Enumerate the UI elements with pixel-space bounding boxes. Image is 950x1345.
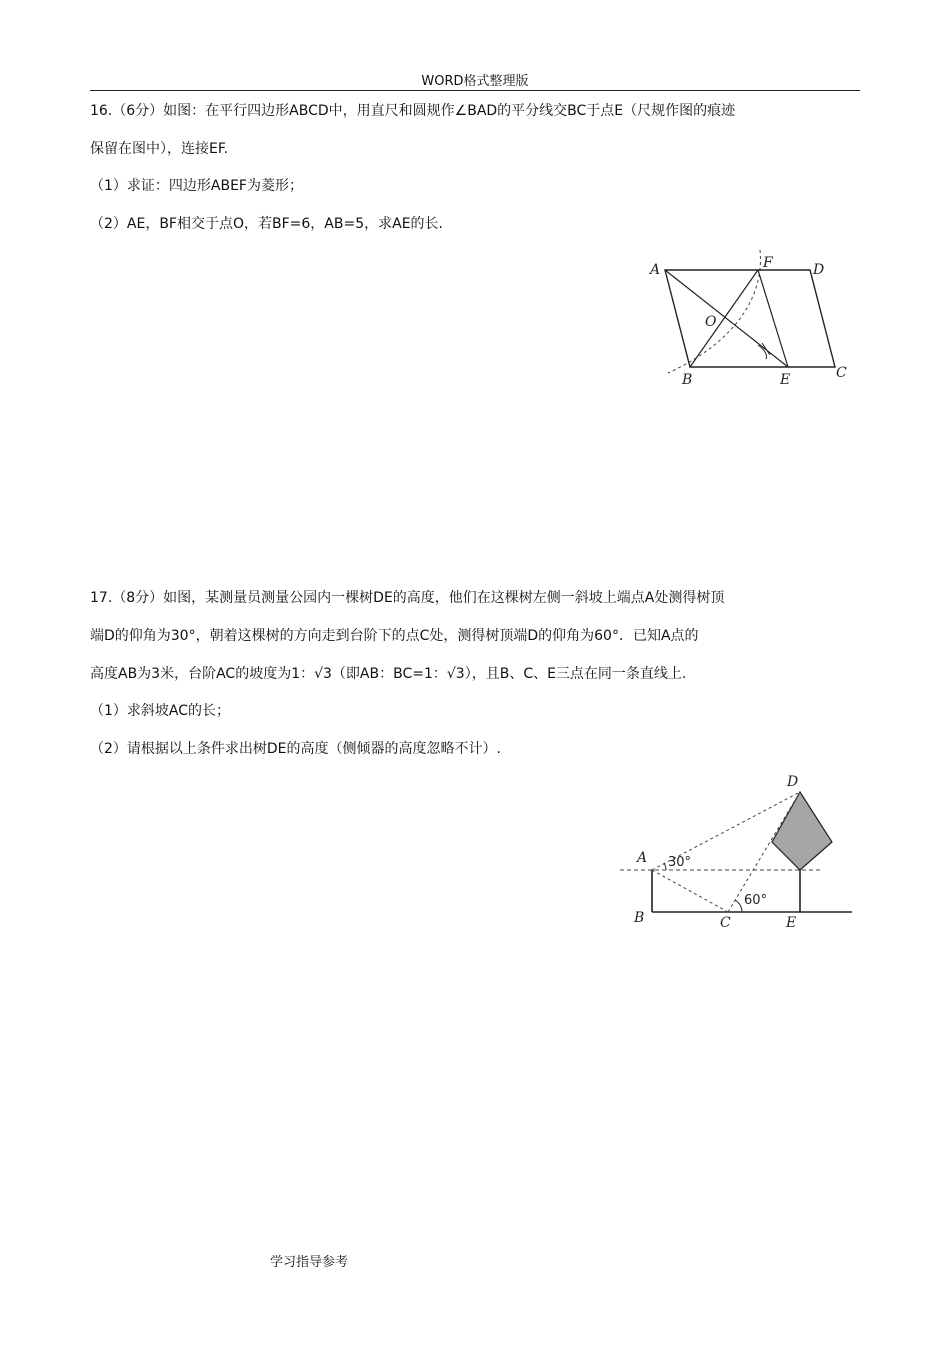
label-d: D xyxy=(787,774,799,790)
angle-arc-c xyxy=(735,900,742,912)
problem16-part1: （1）求证：四边形ABEF为菱形； xyxy=(90,178,303,194)
angle-label-30: 30° xyxy=(668,855,692,870)
header-rule xyxy=(90,90,860,91)
problem16-part2: （2）AE，BF相交于点O，若BF=6，AB=5，求AE的长. xyxy=(90,216,443,232)
angle-label-60: 60° xyxy=(744,893,768,908)
problem16-line1: 16.（6分）如图：在平行四边形ABCD中，用直尺和圆规作∠BAD的平分线交BC于点E（尺规作图的痕迹 xyxy=(90,103,736,119)
label-e: E xyxy=(786,915,797,931)
compass-arc xyxy=(668,250,760,373)
problem16-line2: 保留在图中），连接EF. xyxy=(90,141,229,157)
label-d: D xyxy=(813,262,825,278)
label-o: O xyxy=(705,314,717,330)
problem17-line2: 端D的仰角为30°，朝着这棵树的方向走到台阶下的点C处，测得树顶端D的仰角为60°．已知A点的 xyxy=(90,628,699,644)
problem17-part1: （1）求斜坡AC的长； xyxy=(90,703,231,719)
problem17-line3: 高度AB为3米，台阶AC的坡度为1：√3（即AB：BC=1：√3），且B、C、E三点在同一条直线上. xyxy=(90,666,687,682)
label-f: F xyxy=(763,255,773,271)
tree-crown xyxy=(772,792,832,870)
footer: 学习指导参考 xyxy=(270,1255,349,1270)
segment-bf xyxy=(690,270,758,367)
label-b: B xyxy=(634,910,645,926)
label-c: C xyxy=(836,365,847,381)
problem17-line1: 17.（8分）如图，某测量员测量公园内一棵树DE的高度，他们在这棵树左侧一斜坡上端点A处测得树顶 xyxy=(90,590,725,606)
page-header: WORD格式整理版 xyxy=(421,74,529,89)
angle-arc-a xyxy=(664,863,666,870)
segment-ae xyxy=(665,270,788,367)
parallelogram-figure xyxy=(640,245,860,395)
slope-ac xyxy=(652,870,728,912)
tree-measurement-figure xyxy=(610,770,860,935)
label-c: C xyxy=(720,915,731,931)
label-a: A xyxy=(637,850,648,866)
segment-ef xyxy=(758,270,788,367)
label-a: A xyxy=(650,262,661,278)
parallelogram-abcd xyxy=(665,270,835,367)
label-b: B xyxy=(682,372,693,388)
problem17-part2: （2）请根据以上条件求出树DE的高度（侧倾器的高度忽略不计）. xyxy=(90,741,501,757)
label-e: E xyxy=(780,372,791,388)
